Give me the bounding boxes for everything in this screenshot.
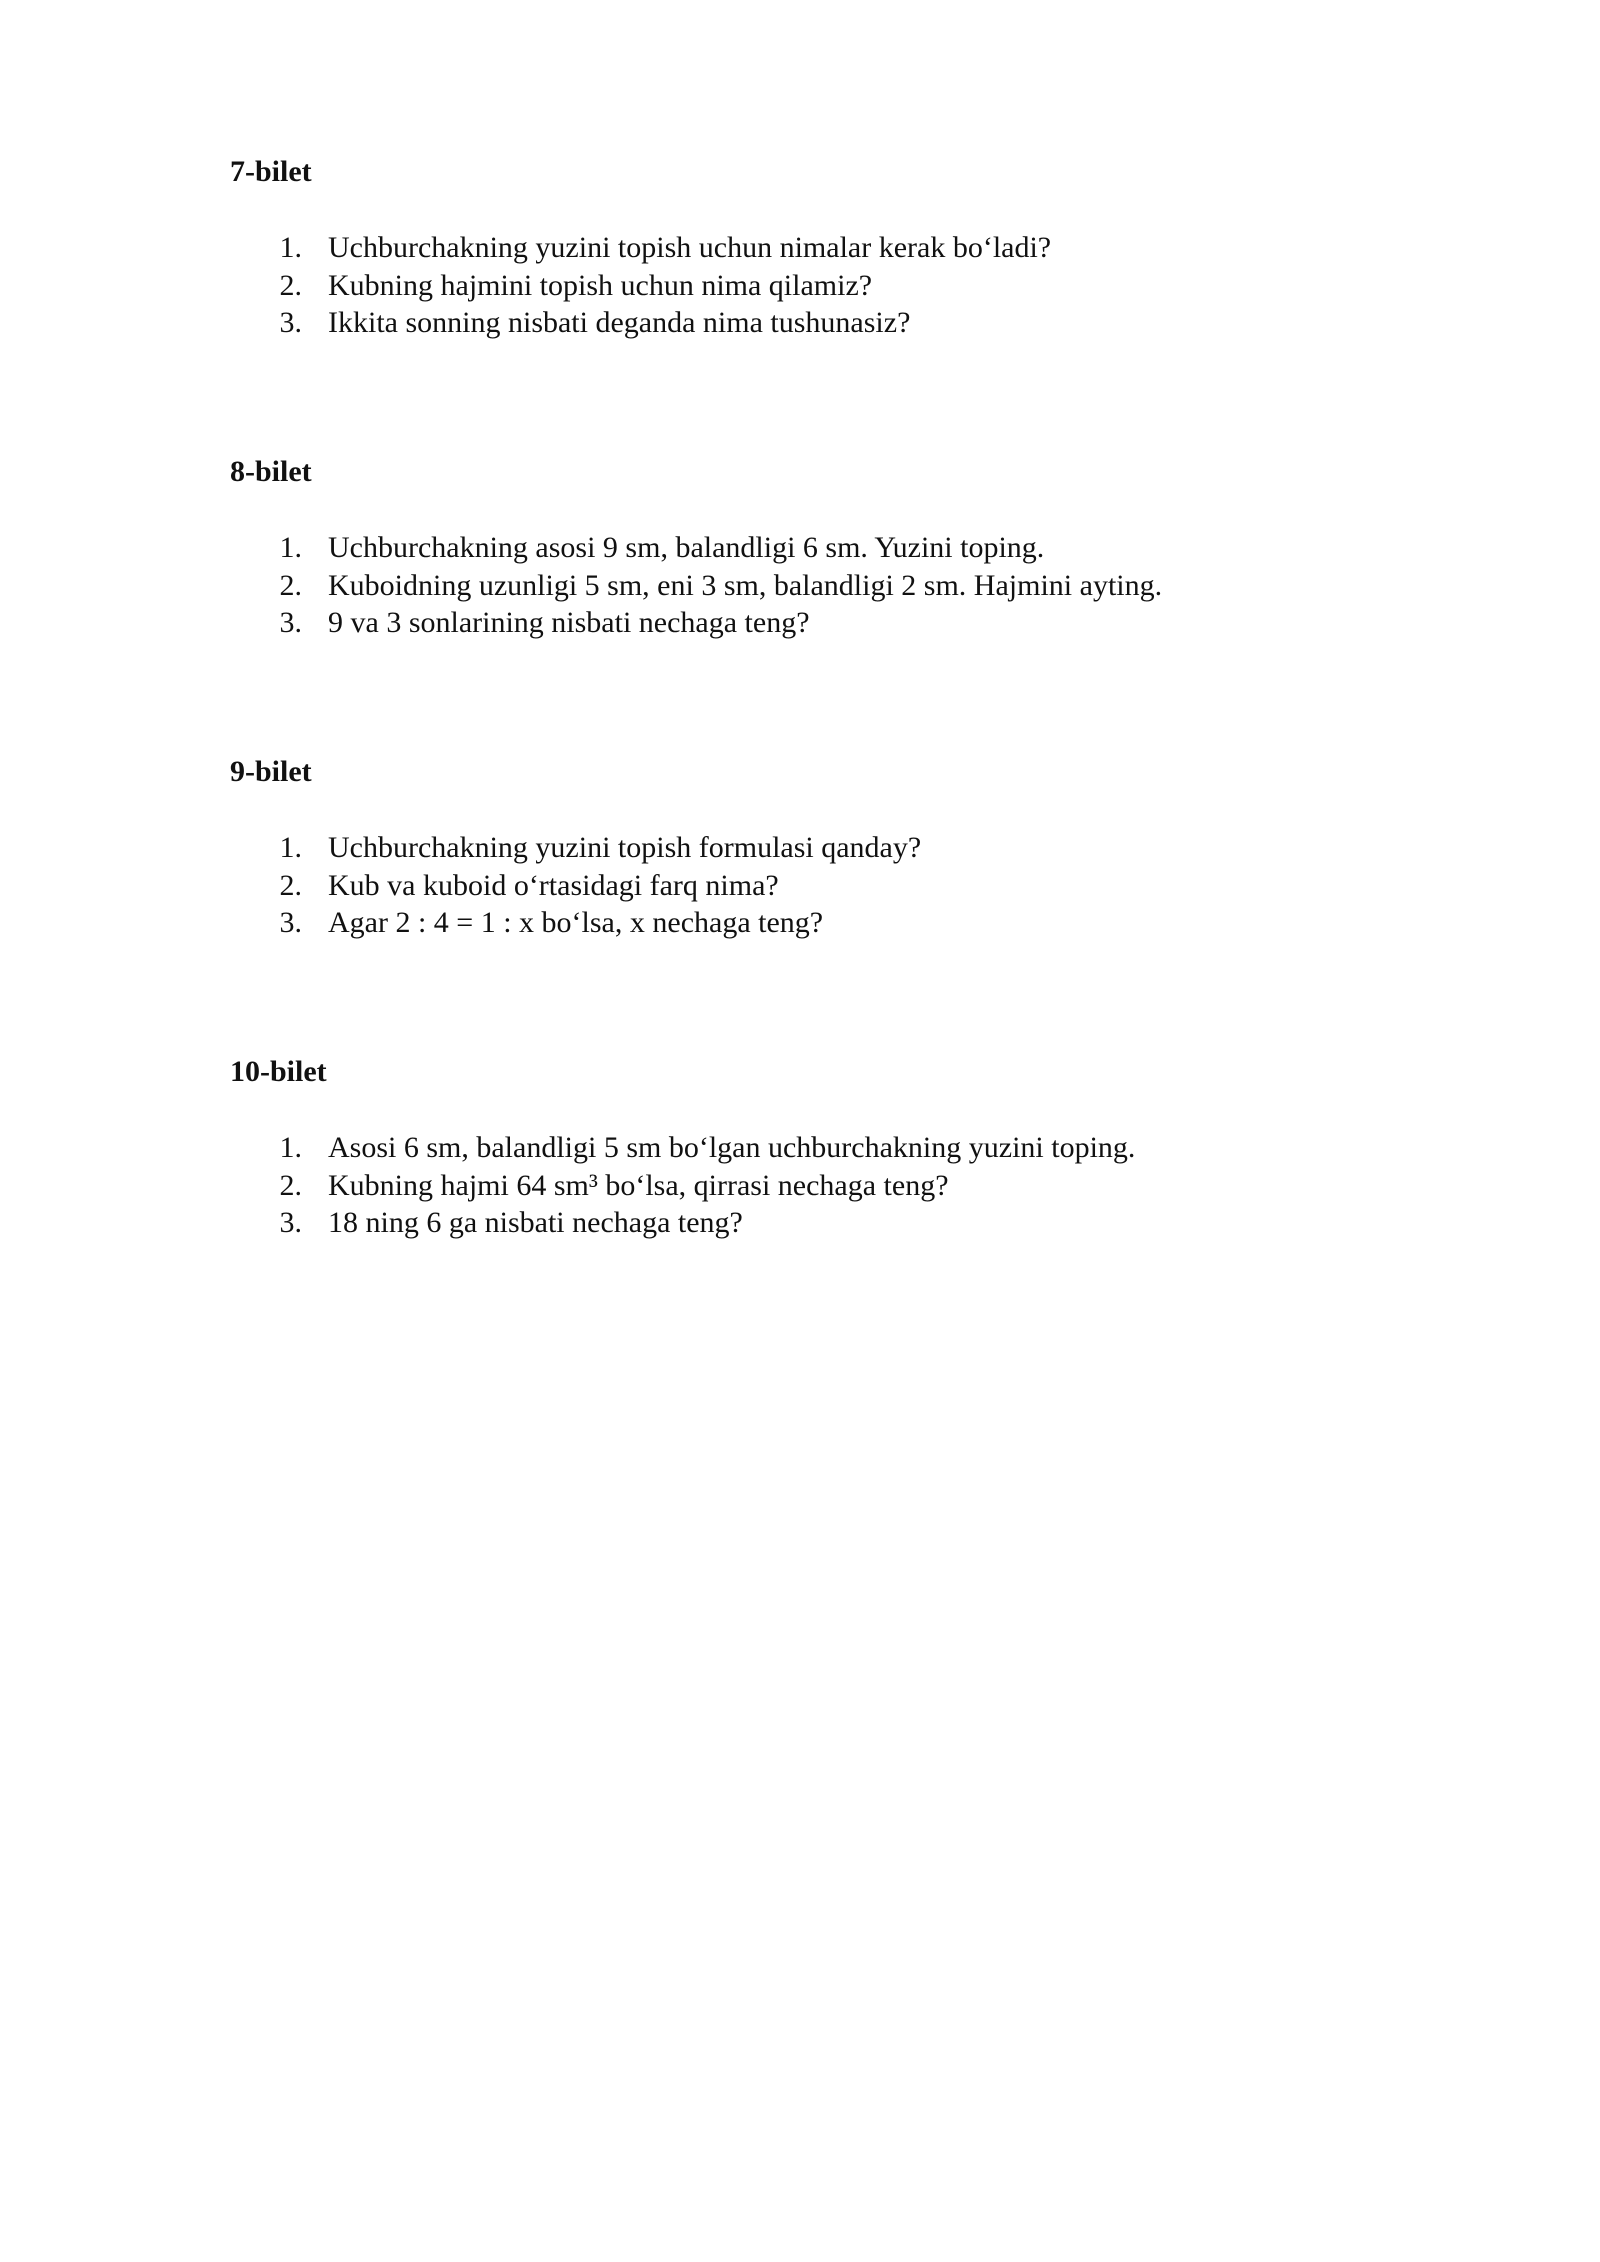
question-item — [230, 604, 1370, 642]
ticket-7 — [230, 153, 1370, 342]
question-item — [230, 304, 1370, 342]
question-list — [230, 229, 1370, 342]
ticket-8 — [230, 453, 1370, 642]
question-text: Uchburchakning yuzini topish uchun nimalar kerak bo‘ladi? — [328, 231, 1052, 264]
question-number: 2. — [279, 568, 302, 602]
ticket-10 — [230, 1053, 1370, 1242]
question-text: 9 va 3 sonlarining nisbati nechaga teng? — [328, 606, 810, 639]
question-number: 1. — [279, 1131, 302, 1164]
question-number: 1. — [279, 531, 302, 564]
ticket-title: 8-bilet — [230, 455, 312, 488]
question-item — [230, 1167, 1370, 1205]
question-item — [230, 904, 1370, 942]
question-text: 18 ning 6 ga nisbati nechaga teng? — [328, 1206, 743, 1239]
question-item — [230, 1129, 1370, 1167]
question-text: Uchburchakning asosi 9 sm, balandligi 6 sm. Yuzini toping. — [328, 531, 1045, 564]
question-item — [230, 867, 1370, 905]
question-number: 3. — [279, 906, 302, 939]
question-text: Ikkita sonning nisbati deganda nima tushunasiz? — [328, 306, 911, 339]
question-text: Kub va kuboid o‘rtasidagi farq nima? — [328, 868, 779, 902]
question-list — [230, 1129, 1370, 1242]
ticket-title: 7-bilet — [230, 155, 312, 188]
question-item — [230, 229, 1370, 267]
question-number: 1. — [279, 831, 302, 864]
question-number: 2. — [279, 1168, 302, 1202]
question-number: 3. — [279, 306, 302, 339]
question-number: 3. — [279, 1206, 302, 1239]
question-number: 2. — [279, 268, 302, 302]
question-list — [230, 529, 1370, 642]
question-text: Uchburchakning yuzini topish formulasi qanday? — [328, 831, 922, 864]
ticket-title: 10-bilet — [230, 1055, 327, 1088]
ticket-title: 9-bilet — [230, 755, 312, 788]
question-text: Kubning hajmi 64 sm³ bo‘lsa, qirrasi nechaga teng? — [328, 1168, 949, 1202]
question-number: 1. — [279, 231, 302, 264]
question-text: Asosi 6 sm, balandligi 5 sm bo‘lgan uchburchakning yuzini toping. — [328, 1131, 1136, 1164]
question-text: Kuboidning uzunligi 5 sm, eni 3 sm, balandligi 2 sm. Hajmini ayting. — [328, 568, 1163, 602]
question-number: 3. — [279, 606, 302, 639]
question-list — [230, 829, 1370, 942]
question-item — [230, 267, 1370, 305]
ticket-9 — [230, 753, 1370, 942]
question-item — [230, 529, 1370, 567]
question-text: Kubning hajmini topish uchun nima qilamiz? — [328, 268, 873, 302]
question-item — [230, 567, 1370, 605]
question-item — [230, 1204, 1370, 1242]
question-item — [230, 829, 1370, 867]
question-number: 2. — [279, 868, 302, 902]
question-text: Agar 2 : 4 = 1 : x bo‘lsa, x nechaga teng? — [328, 906, 824, 939]
